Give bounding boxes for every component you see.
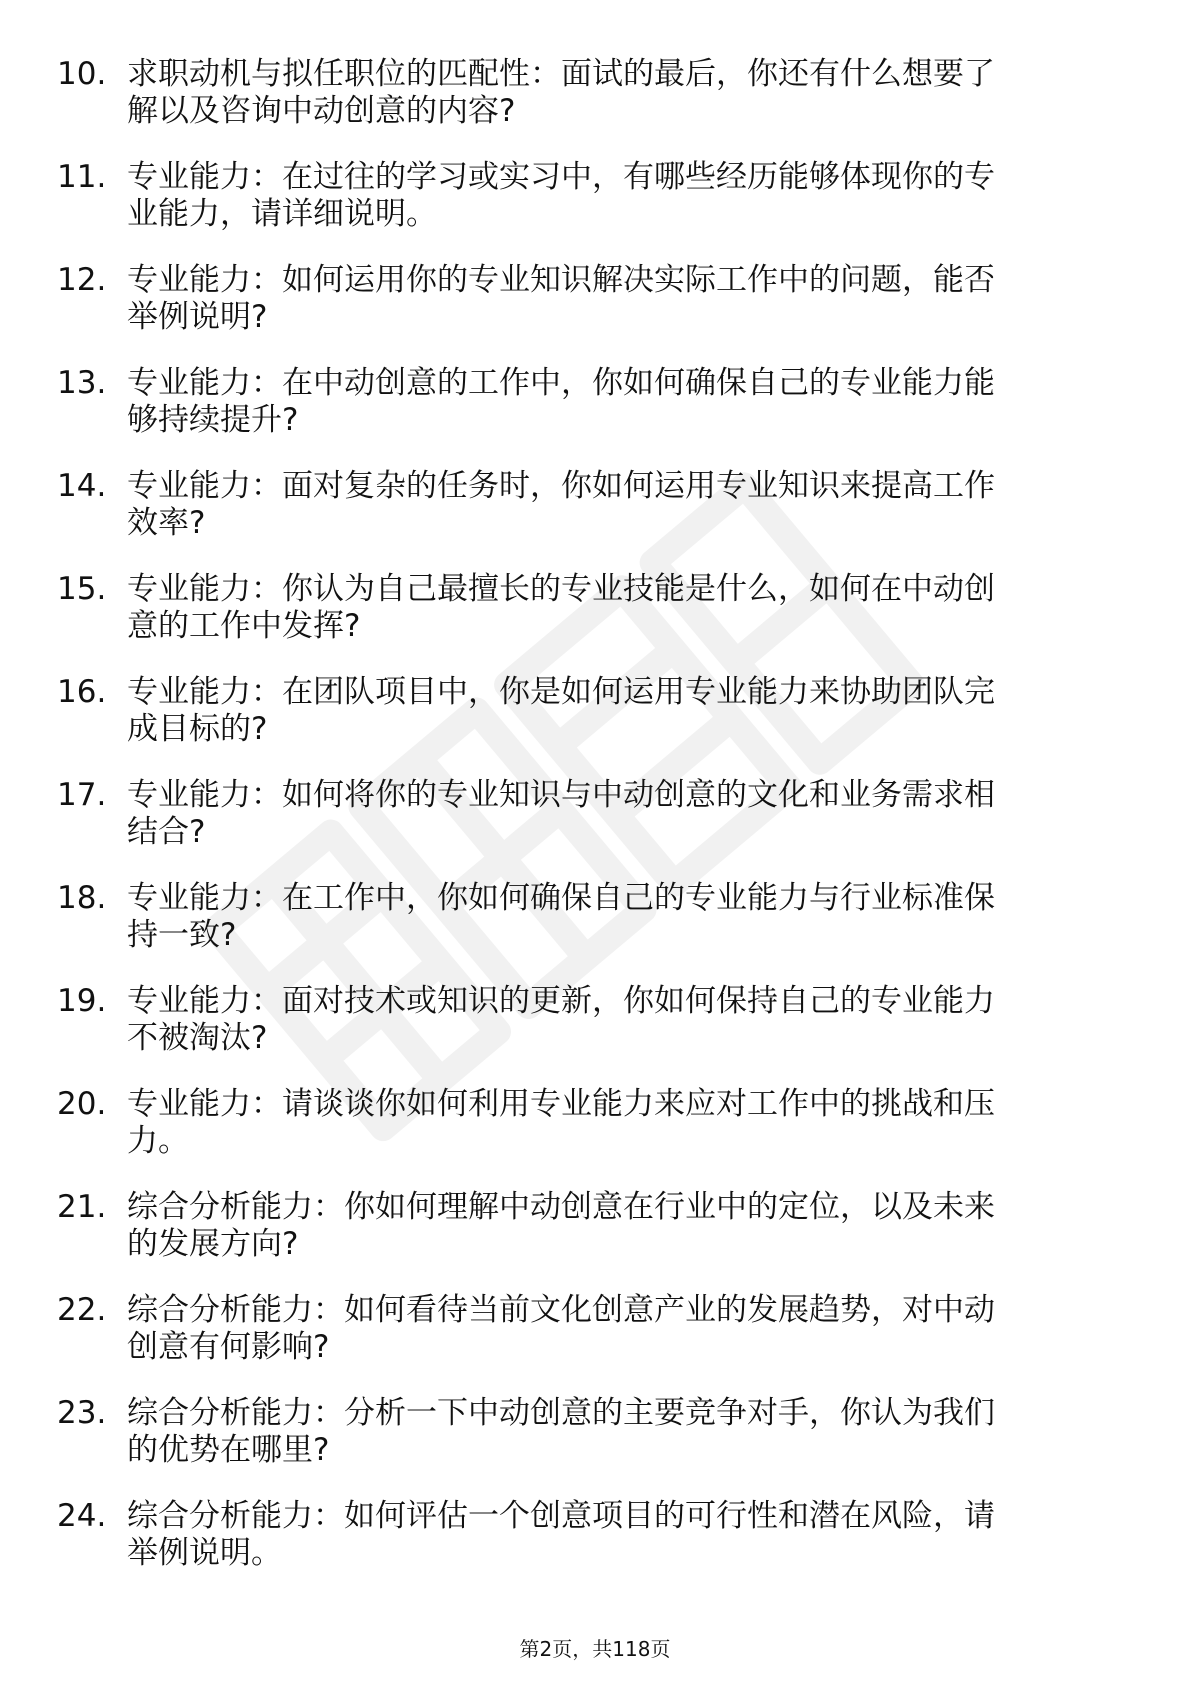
question-text: 专业能力：如何将你的专业知识与中动创意的文化和业务需求相 结合?: [127, 777, 995, 850]
question-number: 16.: [57, 674, 107, 710]
page-indicator: 第2页，共118页: [519, 1637, 671, 1661]
question-text: 综合分析能力：如何评估一个创意项目的可行性和潜在风险，请 举例说明。: [127, 1498, 995, 1571]
question-number: 17.: [57, 777, 107, 813]
question-text: 综合分析能力：分析一下中动创意的主要竞争对手，你认为我们 的优势在哪里?: [127, 1395, 995, 1468]
question-item: [0, 983, 1190, 1086]
question-text: 专业能力：如何运用你的专业知识解决实际工作中的问题，能否 举例说明?: [127, 262, 995, 335]
question-number: 22.: [57, 1292, 107, 1328]
question-item: [0, 571, 1190, 674]
question-number: 20.: [57, 1086, 107, 1122]
question-item: [0, 1395, 1190, 1498]
question-list: [0, 56, 1190, 1601]
question-item: [0, 777, 1190, 880]
question-text: 专业能力：在工作中，你如何确保自己的专业能力与行业标准保 持一致?: [127, 880, 995, 953]
question-number: 10.: [57, 56, 107, 92]
question-item: [0, 56, 1190, 159]
question-item: [0, 1498, 1190, 1601]
question-number: 14.: [57, 468, 107, 504]
question-item: [0, 262, 1190, 365]
question-number: 13.: [57, 365, 107, 401]
question-number: 21.: [57, 1189, 107, 1225]
question-number: 19.: [57, 983, 107, 1019]
question-number: 12.: [57, 262, 107, 298]
question-text: 专业能力：面对技术或知识的更新，你如何保持自己的专业能力 不被淘汰?: [127, 983, 995, 1056]
question-text: 综合分析能力：如何看待当前文化创意产业的发展趋势，对中动 创意有何影响?: [127, 1292, 995, 1365]
question-number: 24.: [57, 1498, 107, 1534]
question-number: 18.: [57, 880, 107, 916]
question-item: [0, 1086, 1190, 1189]
question-text: 专业能力：你认为自己最擅长的专业技能是什么，如何在中动创 意的工作中发挥?: [127, 571, 995, 644]
question-text: 综合分析能力：你如何理解中动创意在行业中的定位，以及未来 的发展方向?: [127, 1189, 995, 1262]
question-item: [0, 159, 1190, 262]
question-number: 23.: [57, 1395, 107, 1431]
question-number: 11.: [57, 159, 107, 195]
question-number: 15.: [57, 571, 107, 607]
question-item: [0, 1189, 1190, 1292]
question-text: 求职动机与拟任职位的匹配性：面试的最后，你还有什么想要了 解以及咨询中动创意的内容?: [127, 56, 995, 129]
question-text: 专业能力：在过往的学习或实习中，有哪些经历能够体现你的专 业能力，请详细说明。: [127, 159, 995, 232]
question-item: [0, 1292, 1190, 1395]
question-item: [0, 880, 1190, 983]
question-item: [0, 674, 1190, 777]
question-item: [0, 468, 1190, 571]
question-text: 专业能力：在中动创意的工作中，你如何确保自己的专业能力能 够持续提升?: [127, 365, 995, 438]
question-item: [0, 365, 1190, 468]
question-text: 专业能力：面对复杂的任务时，你如何运用专业知识来提高工作 效率?: [127, 468, 995, 541]
question-text: 专业能力：请谈谈你如何利用专业能力来应对工作中的挑战和压 力。: [127, 1086, 995, 1159]
question-text: 专业能力：在团队项目中，你是如何运用专业能力来协助团队完 成目标的?: [127, 674, 995, 747]
